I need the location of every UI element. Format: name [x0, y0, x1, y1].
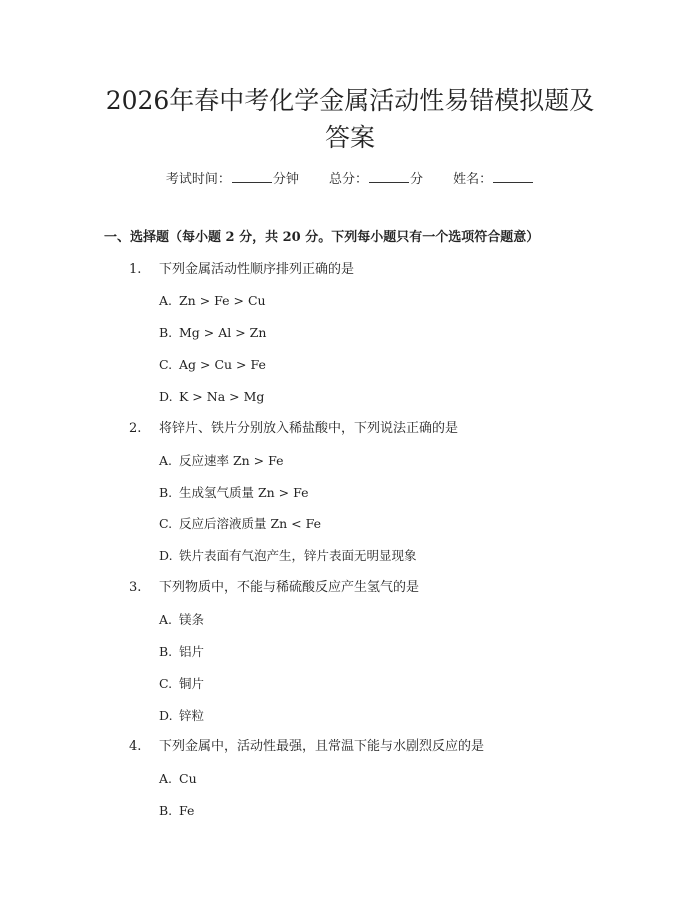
title-line-2: 答案 — [324, 123, 375, 152]
exam-time-field — [166, 172, 303, 187]
option-text: K > Na > Mg — [179, 389, 265, 404]
option-label: B. — [159, 803, 173, 818]
option-label: B. — [159, 325, 173, 340]
exam-info — [0, 167, 700, 191]
question-number: 4. — [129, 739, 142, 754]
page-title — [80, 82, 620, 156]
question-number: 2. — [129, 421, 142, 436]
option-item — [159, 484, 309, 502]
option-text: Cu — [179, 771, 197, 786]
option-text: 铁片表面有气泡产生，锌片表面无明显现象 — [179, 548, 417, 563]
option-label: B. — [159, 644, 173, 659]
question-text: 将锌片、铁片分别放入稀盐酸中，下列说法正确的是 — [159, 421, 459, 436]
option-text: 铜片 — [179, 676, 205, 691]
option-text: 反应速率 Zn > Fe — [179, 453, 284, 468]
option-item — [159, 707, 204, 725]
option-text: 镁条 — [179, 612, 205, 627]
name-blank — [493, 167, 533, 183]
option-item — [159, 770, 197, 788]
option-text: 生成氢气质量 Zn > Fe — [179, 485, 309, 500]
option-text: 锌粒 — [179, 708, 205, 723]
question-number: 3. — [129, 580, 142, 595]
option-item — [159, 356, 266, 374]
total-score-blank — [369, 167, 409, 183]
exam-time-unit: 分钟 — [272, 172, 299, 187]
option-label: A. — [159, 453, 173, 468]
option-item — [159, 611, 204, 629]
option-label: D. — [159, 389, 173, 404]
question-text: 下列金属中，活动性最强，且常温下能与水剧烈反应的是 — [159, 739, 485, 754]
option-label: C. — [159, 357, 173, 372]
option-label: B. — [159, 485, 173, 500]
name-field — [453, 172, 534, 187]
option-text: 反应后溶液质量 Zn < Fe — [179, 516, 322, 531]
exam-time-label: 考试时间： — [165, 172, 231, 187]
option-item — [159, 452, 284, 470]
option-item — [159, 324, 266, 342]
option-item — [159, 547, 417, 565]
title-line-1: 2026年春中考化学金属活动性易错模拟题及 — [105, 86, 595, 115]
option-text: Fe — [179, 803, 195, 818]
name-label: 姓名： — [453, 172, 493, 187]
option-text: Zn > Fe > Cu — [179, 293, 266, 308]
option-label: D. — [159, 708, 173, 723]
option-label: C. — [159, 676, 173, 691]
option-item — [159, 643, 204, 661]
section-heading: 一、选择题（每小题 2 分，共 20 分。下列每小题只有一个选项符合题意） — [104, 230, 540, 245]
total-score-label: 总分： — [328, 172, 368, 187]
option-text: Mg > Al > Zn — [179, 325, 267, 340]
option-item — [159, 675, 204, 693]
question-text: 下列金属活动性顺序排列正确的是 — [159, 262, 355, 277]
option-label: D. — [159, 548, 173, 563]
option-item — [159, 802, 194, 820]
option-text: Ag > Cu > Fe — [179, 357, 266, 372]
option-label: C. — [159, 516, 173, 531]
option-label: A. — [159, 771, 173, 786]
option-item — [159, 388, 264, 406]
total-score-field — [329, 172, 427, 187]
question-number: 1. — [129, 262, 142, 277]
total-score-unit: 分 — [410, 172, 424, 187]
exam-time-blank — [232, 167, 272, 183]
option-text: 铝片 — [179, 644, 205, 659]
option-item — [159, 515, 321, 533]
option-label: A. — [159, 293, 173, 308]
option-label: A. — [159, 612, 173, 627]
question-text: 下列物质中，不能与稀硫酸反应产生氢气的是 — [159, 580, 420, 595]
option-item — [159, 292, 266, 310]
